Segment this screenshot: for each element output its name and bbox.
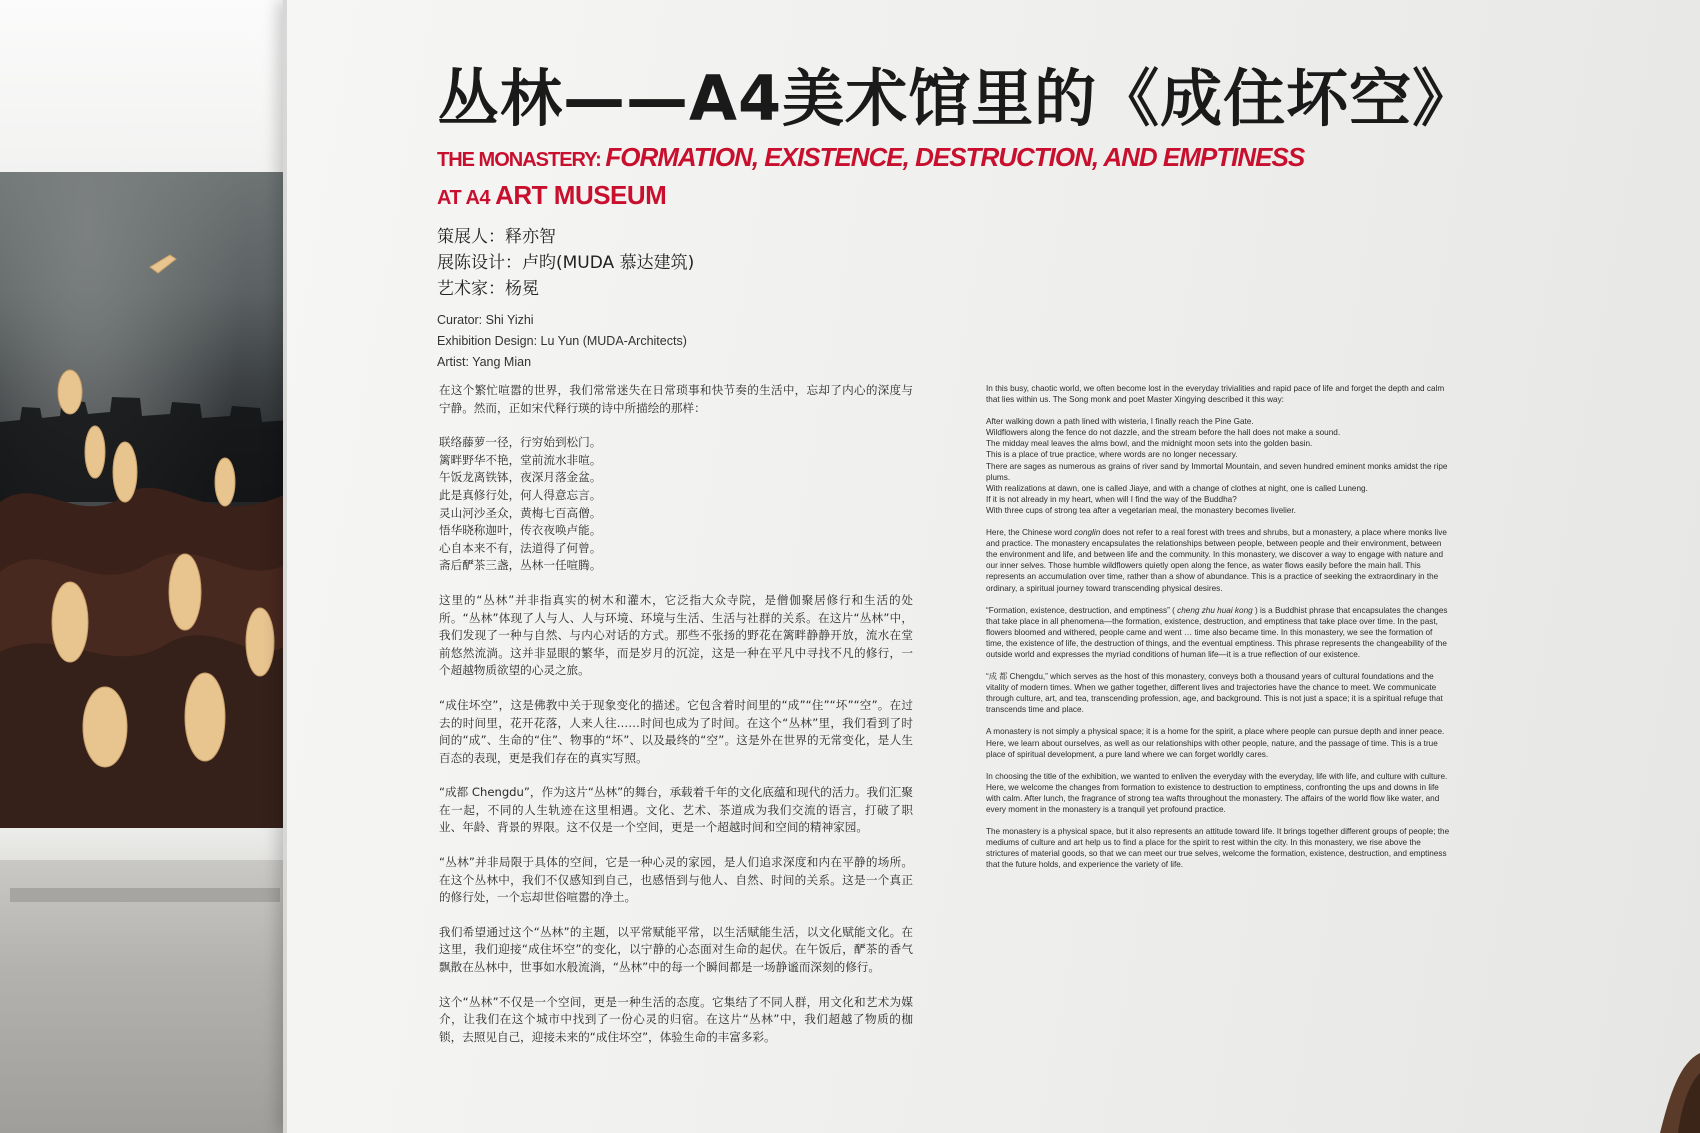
zh-paragraph: 这个“丛林”不仅是一个空间，更是一种生活的态度。它集结了不同人群，用文化和艺术为媒介，让我们在这个城市中找到了一份心灵的归宿。在这片“丛林”中，我们超越了物质的枷锁，去照见自己，迎接未来的“成住坏空”，体验生命的丰富多彩。 (439, 994, 913, 1044)
zh-poem-line: 斋后酽茶三盏，丛林一任喧腾。 (439, 558, 602, 573)
painting-figures (0, 172, 290, 828)
floor-marking (10, 888, 280, 902)
en-p2-a: “Formation, existence, destruction, and emptiness” ( (986, 605, 1178, 615)
en-paragraph (986, 605, 1452, 660)
curator-en: Curator: Shi Yizhi (437, 313, 534, 327)
en-paragraph: In choosing the title of the exhibition, we wanted to enliven the everyday with the everyday, life with life, and culture with culture. Here, we welcome the changes from formation to existence to destruction to emptiness, confronting the ups and downs in life with calm. After lunch, the fragrance of strong tea wafts throughout the monastery. The affairs of the world flow like water, and every moment in the monastery is a tranquil yet profound practice. (986, 771, 1448, 814)
title-en-lead: THE MONASTERY: (437, 149, 606, 171)
sculpture-fragment (1640, 1033, 1700, 1133)
en-intro: In this busy, chaotic world, we often become lost in the everyday trivialities and rapid pace of life and forget the depth and calm that lies within us. The Song monk and poet Master Xingying described it this way: (986, 384, 1445, 405)
en-poem-line: The midday meal leaves the alms bowl, and the midnight moon sets into the golden basin. (986, 439, 1313, 449)
artist-zh: 艺术家：杨冕 (437, 279, 539, 299)
zh-poem-line: 此是真修行处，何人得意忘言。 (439, 487, 602, 502)
zh-paragraph: 这里的“丛林”并非指真实的树木和灌木，它泛指大众寺院，是僧伽聚居修行和生活的处所。“丛林”体现了人与人、人与环境、环境与生活、生活与社群的关系。在这片“丛林”中，我们发现了一种与自然、与内心对话的方式。那些不张扬的野花在篱畔静静开放，流水在堂前悠然流淌。这并非显眼的繁华，而是岁月的沉淀，这是一种在平凡中寻找不凡的修行，一个超越物质欲望的心灵之旅。 (439, 592, 913, 678)
body-text-english (986, 383, 1452, 881)
designer-zh: 展陈设计：卢昀(MUDA 慕达建筑) (437, 253, 695, 273)
en-paragraph: “成 都 Chengdu,” which serves as the host of this monastery, conveys both a thousand years of cultural foundations and the vitality of modern times. When we gather together, different lives and trajectories have the chance to meet. We communicate through culture, art, and tea, transcending profession, age, and background. This is not just a space; it is a spiritual refuge that transcends time and place. (986, 672, 1443, 715)
en-poem-line: If it is not already in my heart, when will I find the way of the Buddha? (986, 494, 1237, 504)
zh-intro: 在这个繁忙喧嚣的世界，我们常常迷失在日常琐事和快节奏的生活中，忘却了内心的深度与宁静。然而，正如宋代释行瑛的诗中所描绘的那样： (439, 383, 913, 415)
en-poem-line: With three cups of strong tea after a vegetarian meal, the monastery becomes livelier. (986, 505, 1296, 515)
exhibition-title-english (437, 140, 1304, 216)
credits-english (437, 310, 687, 373)
credits-chinese (437, 224, 694, 302)
zh-poem (439, 434, 913, 575)
zh-poem-line: 悟华晓称迦叶，传衣夜唤卢能。 (439, 523, 602, 538)
panel-edge (283, 0, 287, 1133)
en-p1-italic: conglin (1074, 528, 1101, 538)
painting-artwork (0, 172, 290, 828)
designer-en: Exhibition Design: Lu Yun (MUDA-Architects) (437, 334, 687, 348)
en-poem-line: Wildflowers along the fence do not dazzle, and the stream before the hall does not make a sound. (986, 428, 1341, 438)
en-poem-line: With realizations at dawn, one is called Jiaye, and with a change of clothes at night, one is called Luneng. (986, 483, 1368, 493)
zh-poem-line: 心自本来不有，法道得了何曾。 (439, 540, 602, 555)
artist-en: Artist: Yang Mian (437, 355, 532, 369)
en-p1-b: does not refer to a real forest with trees and shrubs, but a monastery, a place where monks live and practice. The monastery encapsulates the relationships between people, between people and their environment, between the environment and life, and between life and the community. In this monastery, we discover a way to engage with nature and our inner selves. Those humble wildflowers quietly open along the fence, as water flows easily before the main hall. This represents an accumulation over time, rather than a show of abundance. This is a practice of seeking the extraordinary in the ordinary, a spiritual journey toward transcending physical desires. (986, 528, 1447, 593)
zh-poem-line: 联络藤萝一径，行穷始到松门。 (439, 435, 602, 450)
exhibition-title-chinese: 丛林——A4美术馆里的《成住坏空》 (437, 62, 1476, 135)
zh-paragraph: 我们希望通过这个“丛林”的主题，以平常赋能平常，以生活赋能生活，以文化赋能文化。在这里，我们迎接“成住坏空”的变化，以宁静的心态面对生命的起伏。在午饭后，酽茶的香气飘散在丛林中，世事如水般流淌，“丛林”中的每一个瞬间都是一场静谧而深刻的修行。 (439, 924, 914, 975)
en-p2-b: ) is a Buddhist phrase that encapsulates the changes that take place in all phenomena—the formation, existence, destruction, and emptiness that take place over time. In the past, flowers bloomed and withered, people came and went … time also became time. In this monastery, we see the formation of time, the existence of life, the destruction of things, and the eventual emptiness. This phrase represents the changeability of the outside world and expresses the myriad conditions of human life—it is a true reflection of our existence. (986, 605, 1448, 659)
en-paragraph: A monastery is not simply a physical space; it is a home for the spirit, a place where people can pursue depth and inner peace. Here, we learn about ourselves, as well as our relationships with other people, nature, and the passage of time. This is a true place of spiritual development, a pure land where we can forget worldly cares. (986, 727, 1445, 759)
zh-poem-line: 灵山河沙圣众，黄梅七百高僧。 (439, 505, 602, 520)
title-en-line2-lead: AT A4 (437, 187, 496, 209)
zh-paragraph: “成住坏空”，这是佛教中关于现象变化的描述。它包含着时间里的“成”“住”“坏”“空”。在过去的时间里，花开花落，人来人往……时间也成为了时间。在这个“丛林”里，我们看到了时间的“成”、生命的“住”、物事的“坏”、以及最终的“空”。这是外在世界的无常变化，是人生百态的表现，更是我们存在的真实写照。 (439, 697, 913, 765)
en-poem-line: After walking down a path lined with wisteria, I finally reach the Pine Gate. (986, 417, 1254, 427)
zh-paragraph: “成都 Chengdu”，作为这片“丛林”的舞台，承载着千年的文化底蕴和现代的活力。我们汇聚在一起，不同的人生轨迹在这里相遇。文化、艺术、茶道成为我们交流的语言，打破了职业、年龄、背景的界限。这不仅是一个空间，更是一个超越时间和空间的精神家园。 (439, 785, 913, 835)
curator-zh: 策展人：释亦智 (437, 227, 556, 247)
zh-poem-line: 篱畔野华不艳，堂前流水非喧。 (439, 452, 602, 467)
zh-poem-line: 午饭龙离铁钵，夜深月落金盆。 (439, 470, 602, 485)
en-poem-line: This is a place of true practice, where words are no longer necessary. (986, 450, 1238, 460)
gallery-ceiling (0, 0, 290, 175)
en-poem (986, 416, 1452, 516)
en-p1-a: Here, the Chinese word (986, 528, 1075, 538)
title-en-italic: FORMATION, EXISTENCE, DESTRUCTION, AND EMPTINESS (605, 142, 1305, 172)
en-paragraph (986, 527, 1452, 594)
body-text-chinese (439, 382, 913, 1063)
en-poem-line: There are sages as numerous as grains of river sand by Immortal Mountain, and seven hundred eminent monks amidst the ripe plums. (986, 461, 1448, 482)
en-p2-italic: cheng zhu huai kong (1177, 605, 1253, 615)
en-paragraph: The monastery is a physical space, but it also represents an attitude toward life. It brings together different groups of people; the mediums of culture and art help us to find a place for the spirit to rest within the city. In this monastery, we rise above the strictures of material goods, so that we can meet our true selves, welcome the formation, existence, destruction, and emptiness that the future holds, and experience the variety of life. (986, 827, 1450, 870)
title-en-line2-rest: ART MUSEUM (495, 180, 667, 210)
zh-paragraph: “丛林”并非局限于具体的空间，它是一种心灵的家园，是人们追求深度和内在平静的场所。在这个丛林中，我们不仅感知到自己，也感悟到与他人、自然、时间的关系。这是一个真正的修行处，一个忘却世俗喧嚣的净土。 (439, 855, 914, 905)
